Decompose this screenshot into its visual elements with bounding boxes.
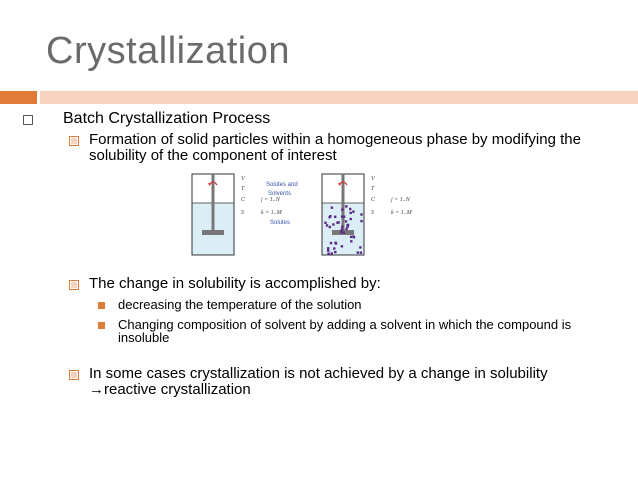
title-rule-accent: [0, 91, 37, 104]
vessel-right-labels: [371, 176, 413, 216]
sub-bullet-icon: [69, 370, 79, 380]
bullet-square-icon: [23, 115, 33, 125]
crystal-particle: [359, 246, 361, 248]
crystal-particle: [329, 226, 331, 228]
sub-bullet-icon: [69, 280, 79, 290]
crystal-particle: [342, 216, 344, 218]
range-label: k = 1..M: [391, 210, 412, 216]
crystal-particle: [360, 220, 362, 222]
crystal-particle: [333, 247, 335, 249]
crystal-particle: [350, 212, 352, 214]
crystal-particle: [360, 252, 362, 254]
crystal-particle: [360, 213, 362, 215]
crystal-particle: [341, 228, 343, 230]
crystal-particle: [324, 222, 326, 224]
blue-note: Solvents: [268, 191, 292, 197]
level3-bullet-icon: [98, 302, 105, 309]
crystal-particle: [341, 226, 343, 228]
crystallizer-diagram: [186, 170, 486, 262]
bullet-formation-line1: Formation of solid particles within a homogeneous phase by modifying the: [89, 131, 581, 148]
var-label: S: [371, 210, 374, 216]
var-label: V: [371, 176, 375, 182]
crystal-particle: [331, 252, 333, 254]
bullet-formation-line2: solubility of the component of interest: [89, 147, 337, 164]
crystal-particle: [327, 247, 329, 249]
crystal-particle: [357, 251, 359, 253]
crystal-particle: [343, 232, 345, 234]
vessel-left: [192, 174, 234, 255]
crystal-particle: [352, 235, 354, 237]
crystal-particle: [352, 211, 354, 213]
range-label: j = 1..N: [391, 197, 410, 203]
crystal-particle: [327, 253, 329, 255]
blue-note: Solutes and: [266, 182, 298, 188]
bullet-change-in-solubility: The change in solubility is accomplished by:: [89, 275, 381, 292]
crystal-particle: [349, 208, 351, 210]
crystal-particle: [345, 228, 347, 230]
crystal-particle: [341, 208, 343, 210]
vessel-left-labels: [241, 176, 298, 226]
crystal-particle: [336, 222, 338, 224]
crystal-particle: [350, 218, 352, 220]
var-label: V: [241, 176, 245, 182]
range-label: k = 1..M: [261, 210, 282, 216]
crystal-particle: [340, 231, 342, 233]
crystal-particle: [327, 249, 329, 251]
bullet-reactive-line1: In some cases crystallization is not achieved by a change in solubility: [89, 365, 548, 382]
var-label: T: [371, 186, 375, 192]
crystal-particle: [332, 223, 334, 225]
vessel-right: [322, 174, 364, 255]
crystal-particle: [341, 245, 343, 247]
bullet-decreasing-temperature: decreasing the temperature of the solution: [118, 297, 362, 312]
crystal-particle: [334, 242, 336, 244]
bullet-batch-crystallization: Batch Crystallization Process: [63, 110, 271, 127]
sub-bullet-icon: [69, 136, 79, 146]
var-label: C: [371, 197, 376, 203]
crystal-particle: [334, 216, 336, 218]
crystal-particle: [326, 224, 328, 226]
crystal-particle: [334, 251, 336, 253]
crystal-particle: [345, 220, 347, 222]
bullet-reactive-line2: →reactive crystallization: [89, 381, 251, 398]
var-label: C: [241, 197, 246, 203]
range-label: j = 1..N: [261, 197, 280, 203]
crystal-particle: [330, 242, 332, 244]
crystal-particle: [331, 207, 333, 209]
slide-title: Crystallization: [46, 30, 291, 72]
crystal-particle: [345, 205, 347, 207]
level3-bullet-icon: [98, 322, 105, 329]
crystal-particle: [329, 215, 331, 217]
blue-note: Solutes: [270, 220, 291, 226]
title-rule: [40, 91, 638, 104]
var-label: T: [241, 186, 245, 192]
var-label: S: [241, 210, 244, 216]
bullet-changing-composition-line2: insoluble: [118, 330, 170, 345]
bullet-changing-composition-line1: Changing composition of solvent by adding a solvent in which the compound is: [118, 317, 572, 332]
crystal-particle: [350, 236, 352, 238]
crystal-particle: [346, 226, 348, 228]
crystal-particle: [350, 240, 352, 242]
